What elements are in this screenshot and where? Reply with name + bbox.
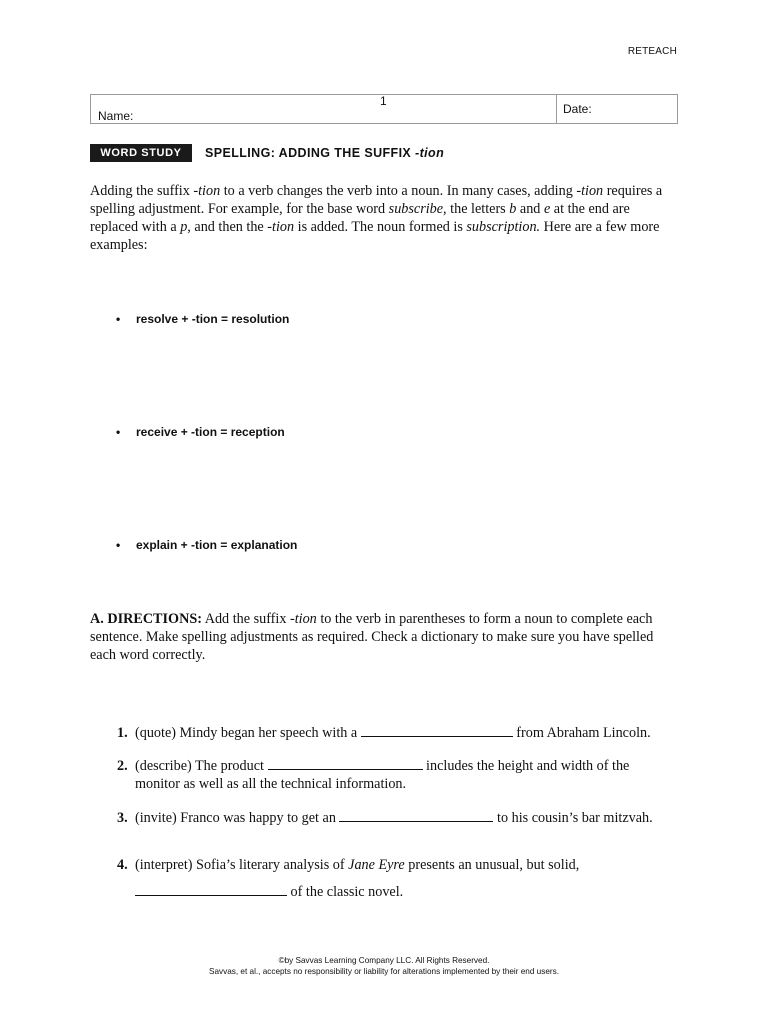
intro-italic: -tion [193,183,221,199]
question-number: 4. [117,857,128,873]
intro-text: is added. The noun formed is [294,219,467,235]
date-label: Date: [563,102,592,116]
intro-italic: e [543,201,551,217]
intro-text: the letters [446,201,510,217]
intro-italic: -tion [576,183,604,199]
intro-text: and then the [190,219,268,235]
example-text: resolve + -tion = resolution [136,312,290,326]
intro-italic: b [509,201,517,217]
intro-text: to a verb changes the verb into a noun. In many cases, adding [220,183,577,199]
question-text: includes the height and width of the monitor as well as all the technical information. [135,758,630,792]
question-item [117,757,677,793]
question-text: to his cousin’s bar mitzvah. [493,810,653,826]
name-date-box [90,94,678,124]
section-title-prefix: SPELLING: ADDING THE SUFFIX [205,146,416,160]
question-item [117,852,677,906]
directions-label: A. DIRECTIONS: [90,611,202,627]
intro-italic: p, [180,219,191,235]
intro-text: Here are a few more examples: [90,219,660,253]
question-text: (interpret) Sofia’s literary analysis of [135,857,349,873]
intro-italic: -tion [267,219,295,235]
intro-text: and [516,201,544,217]
footer-line-1: ©by Savvas Learning Company LLC. All Rights Reserved. [278,956,490,965]
example-item [116,538,297,552]
question-text: (invite) Franco was happy to get an [135,810,340,826]
question-item [117,724,677,742]
intro-text: at the end are replaced with a [90,201,630,235]
name-label: Name: [98,109,134,123]
intro-text: Adding the suffix [90,183,194,199]
directions-italic: -tion [289,611,317,627]
answer-blank[interactable] [268,757,423,770]
example-item [116,425,285,439]
intro-italic: subscription. [466,219,541,235]
copyright-footer [0,955,768,977]
question-text: (quote) Mindy began her speech with a [135,725,361,741]
footer-line-2: Savvas, et al., accepts no responsibility or liability for alterations implemented by their end users. [209,967,559,976]
answer-blank[interactable] [135,883,287,896]
question-text: presents an unusual, but solid, [404,857,580,873]
answer-blank[interactable] [361,724,513,737]
example-text: receive + -tion = reception [136,425,285,439]
example-text: explain + -tion = explanation [136,538,298,552]
intro-text: requires a spelling adjustment. For example, for the base word [90,183,663,217]
directions-text: to the verb in parentheses to form a noun to complete each sentence. Make spelling adjustments as required. Check a dictionary to make sure you have spelled each word correctly. [90,611,654,663]
directions-paragraph [90,610,680,664]
question-text: (describe) The product [135,758,268,774]
reteach-label: RETEACH [627,46,677,57]
section-title [205,146,444,160]
book-title: Jane Eyre [348,857,405,873]
question-text: from Abraham Lincoln. [512,725,651,741]
bullet-icon: • [116,425,121,439]
bullet-icon: • [116,538,121,552]
intro-italic: subscribe, [388,201,447,217]
directions-text: Add the suffix [201,611,290,627]
question-text: of the classic novel. [287,884,404,900]
word-study-badge: WORD STUDY [90,144,192,162]
question-number: 3. [117,810,128,826]
bullet-icon: • [116,312,121,326]
question-number: 2. [117,758,128,774]
question-number: 1. [117,725,128,741]
example-item [116,312,289,326]
section-title-suffix: -tion [415,146,445,160]
page-number: 1 [380,94,387,108]
box-divider [556,95,557,123]
question-item [117,809,677,827]
intro-paragraph [90,182,680,254]
answer-blank[interactable] [339,809,493,822]
